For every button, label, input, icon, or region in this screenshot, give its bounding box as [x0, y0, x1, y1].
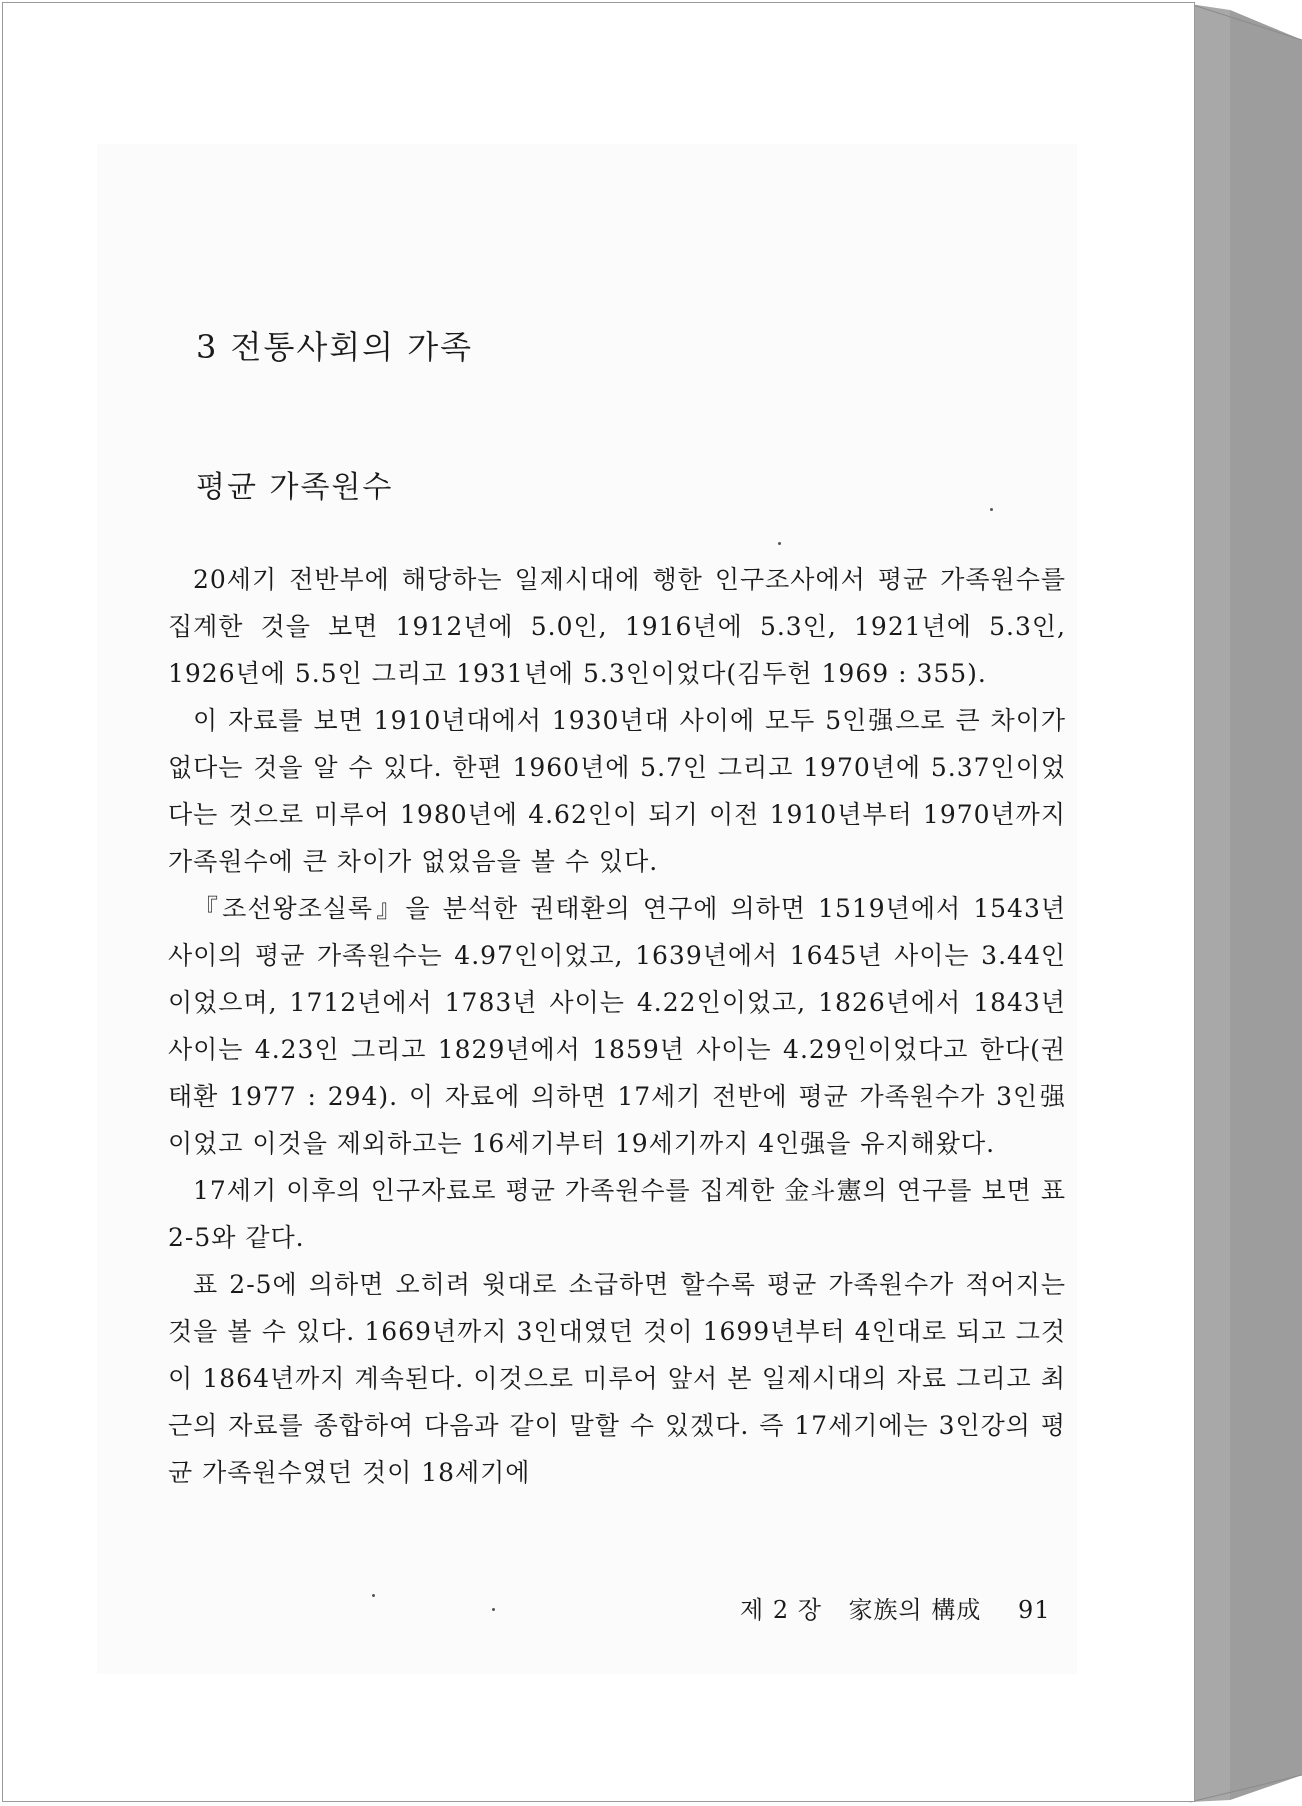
running-footer — [740, 1590, 1051, 1625]
body-text — [168, 556, 1066, 1496]
paragraph-1: 20세기 전반부에 해당하는 일제시대에 행한 인구조사에서 평균 가족원수를 집계한 것을 보면 1912년에 5.0인, 1916년에 5.3인, 1921년에 5.3인, 1926년에 5.5인 그리고 1931년에 5.3인이었다(김두헌 1969 : 355). — [168, 565, 1066, 688]
paragraph-2: 이 자료를 보면 1910년대에서 1930년대 사이에 모두 5인强으로 큰 차이가 없다는 것을 알 수 있다. 한편 1960년에 5.7인 그리고 1970년에 5.37인이었다는 것으로 미루어 1980년에 4.62인이 되기 이전 1910년부터 1970년까지 가족원수에 큰 차이가 없었음을 볼 수 있다. — [168, 706, 1066, 876]
paragraph-5: 표 2-5에 의하면 오히려 윗대로 소급하면 할수록 평균 가족원수가 적어지는 것을 볼 수 있다. 1669년까지 3인대였던 것이 1699년부터 4인대로 되고 그것이 1864년까지 계속된다. 이것으로 미루어 앞서 본 일제시대의 자료 그리고 최근의 자료를 종합하여 다음과 같이 말할 수 있겠다. 즉 17세기에는 3인강의 평균 가족원수였던 것이 18세기에 — [168, 1270, 1066, 1487]
footer-title: 家族의 構成 — [848, 1596, 982, 1624]
chapter-title: 3 전통사회의 가족 — [196, 328, 474, 366]
scan-speck — [372, 1594, 375, 1597]
page-thickness-edge — [1190, 0, 1302, 1806]
footer-chapter: 제 2 장 — [740, 1596, 822, 1624]
scan-speck — [778, 542, 781, 545]
paragraph-4: 17세기 이후의 인구자료로 평균 가족원수를 집계한 金斗憲의 연구를 보면 표 2-5와 같다. — [168, 1176, 1066, 1252]
scan-speck — [492, 1608, 495, 1611]
paragraph-3: 『조선왕조실록』을 분석한 권태환의 연구에 의하면 1519년에서 1543년 사이의 평균 가족원수는 4.97인이었고, 1639년에서 1645년 사이는 3.44인이었으며, 1712년에서 1783년 사이는 4.22인이었고, 1826년에서 1843년 사이는 4.23인 그리고 1829년에서 1859년 사이는 4.29인이었다고 한다(권태환 1977 : 294). 이 자료에 의하면 17세기 전반에 평균 가족원수가 3인强이었고 이것을 제외하고는 16세기부터 19세기까지 4인强을 유지해왔다. — [168, 894, 1066, 1158]
page-number: 91 — [1018, 1596, 1051, 1624]
scan-speck — [990, 508, 993, 511]
section-title: 평균 가족원수 — [196, 470, 394, 505]
